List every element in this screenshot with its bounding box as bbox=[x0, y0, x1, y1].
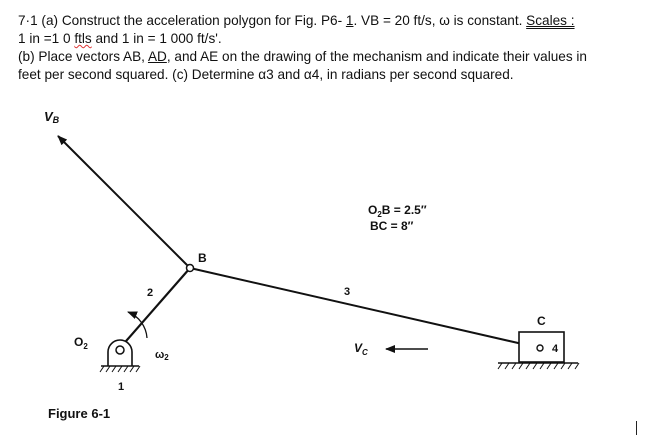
link-3-connecting-rod bbox=[190, 268, 540, 348]
figure-reference: 1 bbox=[345, 13, 354, 28]
text-cursor bbox=[636, 421, 637, 435]
slider-4-label: 4 bbox=[552, 343, 559, 355]
point-b-label: B bbox=[198, 251, 207, 265]
spelling-flag-ftls: ftls bbox=[74, 31, 92, 46]
pin-joint-b bbox=[187, 265, 194, 272]
link-2-crank bbox=[120, 268, 190, 348]
velocity-vector-vb bbox=[58, 136, 190, 268]
slider-block-c bbox=[498, 332, 579, 369]
omega-2-label: ω2 bbox=[155, 349, 169, 362]
dimension-o2b: $O_2B = 2.5''$ bbox=[368, 203, 427, 219]
dimension-bc: BC = 8″ bbox=[370, 219, 414, 233]
o2-label: $O_2$ bbox=[74, 335, 88, 351]
problem-line-1: 7·1 (a) Construct the acceleration polygon for Fig. P6- 1. VB = 20 ft/s, ω is constant. Scales : bbox=[18, 13, 575, 28]
scales-label: Scales : bbox=[526, 13, 575, 28]
problem-line-2: 1 in =1 0 ftls and 1 in = 1 000 ft/s'. bbox=[18, 31, 222, 46]
figure-caption: Figure 6-1 bbox=[48, 406, 111, 421]
ground-1-label: 1 bbox=[118, 381, 125, 393]
point-c-label: C bbox=[537, 314, 546, 328]
vector-ad: AD bbox=[147, 49, 167, 64]
link-3-label: 3 bbox=[344, 286, 351, 298]
vc-label: $V_C$ bbox=[354, 341, 368, 357]
link-2-label: 2 bbox=[147, 287, 154, 299]
ground-pivot-o2 bbox=[100, 340, 140, 372]
vb-label: VB bbox=[44, 109, 60, 125]
problem-line-4: feet per second squared. (c) Determine α3 and α4, in radians per second squared. bbox=[18, 67, 514, 82]
problem-line-3: (b) Place vectors AB, AD, and AE on the drawing of the mechanism and indicate their values in bbox=[18, 49, 587, 64]
